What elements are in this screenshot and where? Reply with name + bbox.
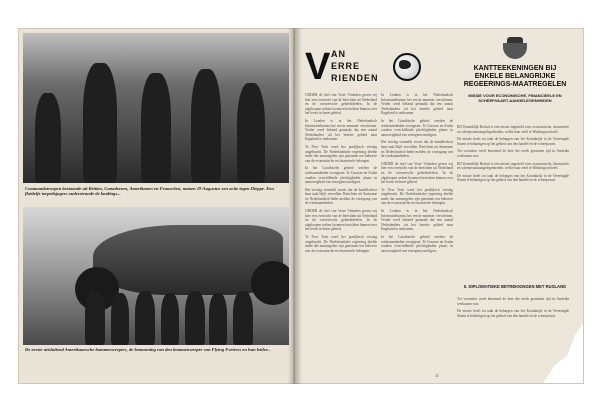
masthead-line-2: ERRE [331, 61, 361, 71]
section-column [457, 297, 569, 367]
article-column-2 [381, 93, 453, 363]
paragraph: Te New York werd het jaarlijksch verslag uitgebracht. De Nederlandsche regeering deelde mede dat maatregelen zijn genomen ten behoeve van de economische en financieele belangen. [381, 187, 453, 206]
paragraph: In het Caraibische gebied werden de werkzaamheden voortgezet. Te Curacao en Aruba vonden verschillende plechtigheden plaats in aanwezigheid van vertegenwoordigers. [305, 166, 377, 185]
masthead [305, 47, 425, 89]
section-heading: II. DIPLOMATIEKE BETREKKINGEN MET RUSLAND [463, 284, 567, 289]
paragraph: In Londen is in het Nederlandsch Informatiebureau het eerste nummer verschenen. Verder werd bekend gemaakt dat een aantal Nederlanders uit het bezette gebied naar Engeland is ontkomen. [305, 118, 377, 142]
page-number: 11 [435, 373, 439, 378]
paragraph: Het verslag vermeldt voorts dat de handelsvloot haar taak blijft vervullen. Berichten uit Suriname en Nederlandsch-Indie melden de voortgang van de werkzaamheden. [305, 187, 377, 206]
left-page [18, 28, 294, 384]
paragraph: Te New York werd het jaarlijksch verslag uitgebracht. De Nederlandsche regeering deelde mede dat maatregelen zijn genomen ten behoeve van de economische en financieele belangen. [305, 235, 377, 253]
coat-of-arms-icon [501, 37, 529, 61]
paragraph: ONDER de titel van Verre Vrienden geven wij hier een overzicht van de berichten uit Nederland en de overzeesche gebiedsdeelen. In de afgeloopen weken kwamen berichten binnen over het leven in bezet gebied. [381, 161, 453, 185]
globe-icon [393, 53, 421, 81]
paragraph: ONDER de titel van Verre Vrienden geven wij hier een overzicht van de berichten uit Nederland en de overzeesche gebiedsdeelen. In de afgeloopen weken kwamen berichten binnen over het leven in bezet gebied. [305, 209, 377, 232]
masthead-line-3: RIENDEN [331, 73, 379, 83]
masthead-letter: V [305, 46, 331, 88]
right-page [294, 28, 584, 384]
side-article-title-block [461, 65, 569, 103]
paragraph: Tot voorzitter werd benoemd de heer die reeds geruimen tijd in Amerika werkzaam was. [457, 149, 569, 158]
bottom-photo-caption: De eerste uitsluitend Amerikaansche bommenwerpers, de bemanning van den bommenwerper van Flying Fortress en hun leider... [25, 347, 271, 352]
bomber-crew-photo [23, 207, 289, 345]
magazine-spread [18, 28, 584, 384]
paragraph: In het Caraibische gebied werden de werkzaamheden voortgezet. Te Curacao en Aruba vonden verschillende plechtigheden plaats in aanwezigheid van vertegenwoordigers. [381, 235, 453, 253]
paragraph: De missie heeft tot taak de belangen van het Koninkrijk in de Vereenigde Staten te behartigen op het gebied van den handel en de scheepvaart. [457, 309, 569, 318]
paragraph: ONDER de titel van Verre Vrienden geven wij hier een overzicht van de berichten uit Nederland en de overzeesche gebiedsdeelen. In de afgeloopen weken kwamen berichten binnen over het leven in bezet gebied. [305, 93, 377, 116]
paragraph: BIJ Koninklijk Besluit is een missie ingesteld voor economische, financieele en scheepvaartaangelegenheden, welke haar zetel te Washington heeft. [457, 161, 569, 171]
paragraph: In het Caraibische gebied werden de werkzaamheden voortgezet. Te Curacao en Aruba vonden verschillende plechtigheden plaats in aanwezigheid van vertegenwoordigers. [381, 118, 453, 137]
paragraph: In Londen is in het Nederlandsch Informatiebureau het eerste nummer verschenen. Verder werd bekend gemaakt dat een aantal Nederlanders uit het bezette gebied naar Engeland is ontkomen. [381, 209, 453, 232]
paragraph: In Londen is in het Nederlandsch Informatiebureau het eerste nummer verschenen. Verder werd bekend gemaakt dat een aantal Nederlanders uit het bezette gebied naar Engeland is ontkomen. [381, 93, 453, 116]
paragraph: De missie heeft tot taak de belangen van het Koninkrijk in de Vereenigde Staten te behartigen op het gebied van den handel en de scheepvaart. [457, 137, 569, 146]
paragraph: De missie heeft tot taak de belangen van het Koninkrijk in de Vereenigde Staten te behartigen op het gebied van den handel en de scheepvaart. [457, 173, 569, 183]
article-column-1 [305, 93, 377, 363]
page-gutter [288, 28, 302, 384]
top-photo-caption: Commandotroepen bestaande uit Britten, Canadeezen, Amerikanen en Franschen, namen 19 Augustus een actie tegen Dieppe. Een flottielje torpedojagers ondersteunde de landings... [25, 186, 274, 197]
paragraph: Te New York werd het jaarlijksch verslag uitgebracht. De Nederlandsche regeering deelde mede dat maatregelen zijn genomen ten behoeve van de economische en financieele belangen. [305, 144, 377, 163]
paragraph: Tot voorzitter werd benoemd de heer die reeds geruimen tijd in Amerika werkzaam was. [457, 297, 569, 306]
paragraph: Het verslag vermeldt voorts dat de handelsvloot haar taak blijft vervullen. Berichten uit Suriname en Nederlandsch-Indie melden de voortgang van de werkzaamheden. [381, 140, 453, 159]
side-article-column [457, 125, 569, 281]
masthead-line-1: AN [331, 49, 346, 59]
side-article-subtitle: MISSIE VOOR ECONOMISCHE, FINANCIEELE EN SCHEEPVAART-AANGELEGENHEDEN [468, 93, 562, 103]
paragraph: BIJ Koninklijk Besluit is een missie ingesteld voor economische, financieele en scheepvaartaangelegenheden, welke haar zetel te Washington heeft. [457, 125, 569, 134]
side-article-title: KANTTEEKENINGEN BIJ ENKELE BELANGRIJKE REGEERINGS-MAATREGELEN [463, 65, 567, 88]
commando-troops-photo [23, 33, 289, 183]
